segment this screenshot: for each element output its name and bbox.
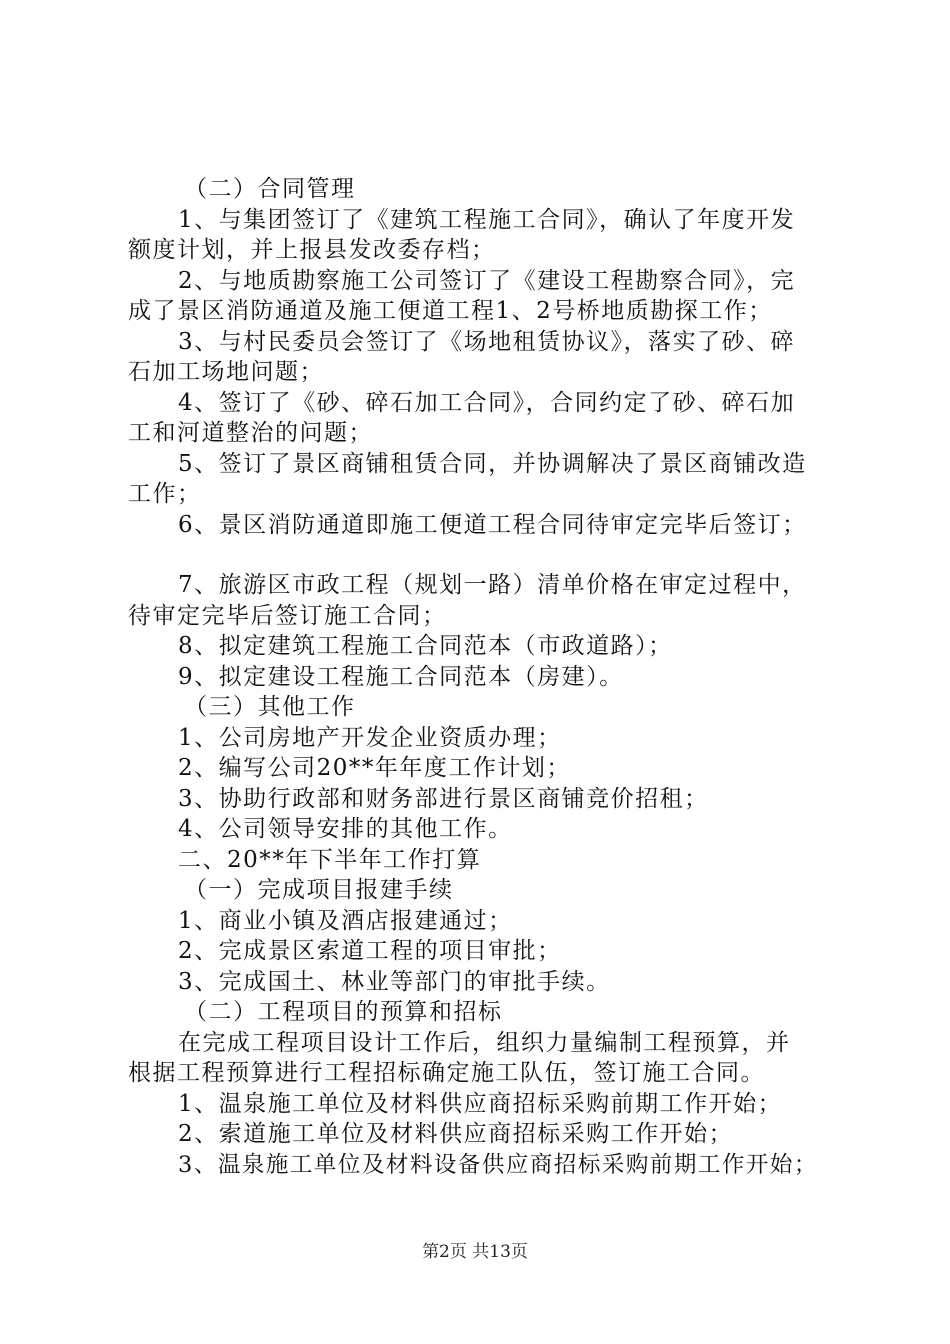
paragraph-line: 根据工程预算进行工程招标确定施工队伍，签订施工合同。 xyxy=(128,1060,765,1086)
paragraph-line: 2、索道施工单位及材料供应商招标采购工作开始； xyxy=(178,1121,734,1147)
blank-line xyxy=(128,540,830,570)
paragraph-line: 成了景区消防通道及施工便道工程1、2号桥地质勘探工作； xyxy=(128,298,773,324)
paragraph-line: 3、温泉施工单位及材料设备供应商招标采购前期工作开始； xyxy=(178,1151,818,1178)
paragraph-line: 2、与地质勘察施工公司签订了《建设工程勘察合同》，完 xyxy=(178,267,796,294)
paragraph-line: 1、公司房地产开发企业资质办理； xyxy=(178,724,562,751)
paragraph-line: 1、商业小镇及酒店报建通过； xyxy=(178,907,513,934)
paragraph-line: 5、签订了景区商铺租赁合同，并协调解决了景区商铺改造 xyxy=(178,450,807,477)
paragraph-line: 4、签订了《砂、碎石加工合同》，合同约定了砂、碎石加 xyxy=(178,389,796,416)
section-heading: （二）合同管理 xyxy=(184,176,356,202)
paragraph-line: 6、景区消防通道即施工便道工程合同待审定完毕后签订； xyxy=(178,511,807,538)
paragraph-line: 2、完成景区索道工程的项目审批； xyxy=(178,938,562,964)
paragraph-line: 3、协助行政部和财务部进行景区商铺竞价招租； xyxy=(178,785,709,812)
paragraph-line: 工作； xyxy=(128,481,202,507)
paragraph-line: 在完成工程项目设计工作后，组织力量编制工程预算，并 xyxy=(178,1029,791,1056)
section-heading: （一）完成项目报建手续 xyxy=(184,877,454,903)
paragraph-line: 待审定完毕后签订施工合同； xyxy=(128,602,447,629)
paragraph-line: 1、温泉施工单位及材料供应商招标采购前期工作开始； xyxy=(178,1090,783,1117)
paragraph-line: 8、拟定建筑工程施工合同范本（市政道路）； xyxy=(178,633,673,659)
paragraph-line: 石加工场地问题； xyxy=(128,359,324,385)
paragraph-line: 3、与村民委员会签订了《场地租赁协议》，落实了砂、碎 xyxy=(178,328,796,355)
paragraph-line: 2、编写公司20**年年度工作计划； xyxy=(178,755,571,781)
document-body xyxy=(128,174,830,1180)
paragraph-line: 工和河道整治的问题； xyxy=(128,420,373,446)
paragraph-line: 额度计划，并上报县发改委存档； xyxy=(128,237,496,263)
paragraph-line: 1、与集团签订了《建筑工程施工合同》，确认了年度开发 xyxy=(178,206,796,233)
page-number-footer: 第2页 共13页 xyxy=(422,1242,528,1262)
section-heading: （二）工程项目的预算和招标 xyxy=(184,999,503,1025)
paragraph-line: 9、拟定建设工程施工合同范本（房建）。 xyxy=(178,663,624,690)
paragraph-line: 3、完成国土、林业等部门的审批手续。 xyxy=(178,968,611,995)
paragraph-line: 4、公司领导安排的其他工作。 xyxy=(178,816,513,842)
section-heading: 二、20**年下半年工作打算 xyxy=(178,846,482,873)
paragraph-line: 7、旅游区市政工程（规划一路）清单价格在审定过程中， xyxy=(178,572,807,598)
section-heading: （三）其他工作 xyxy=(184,694,356,720)
